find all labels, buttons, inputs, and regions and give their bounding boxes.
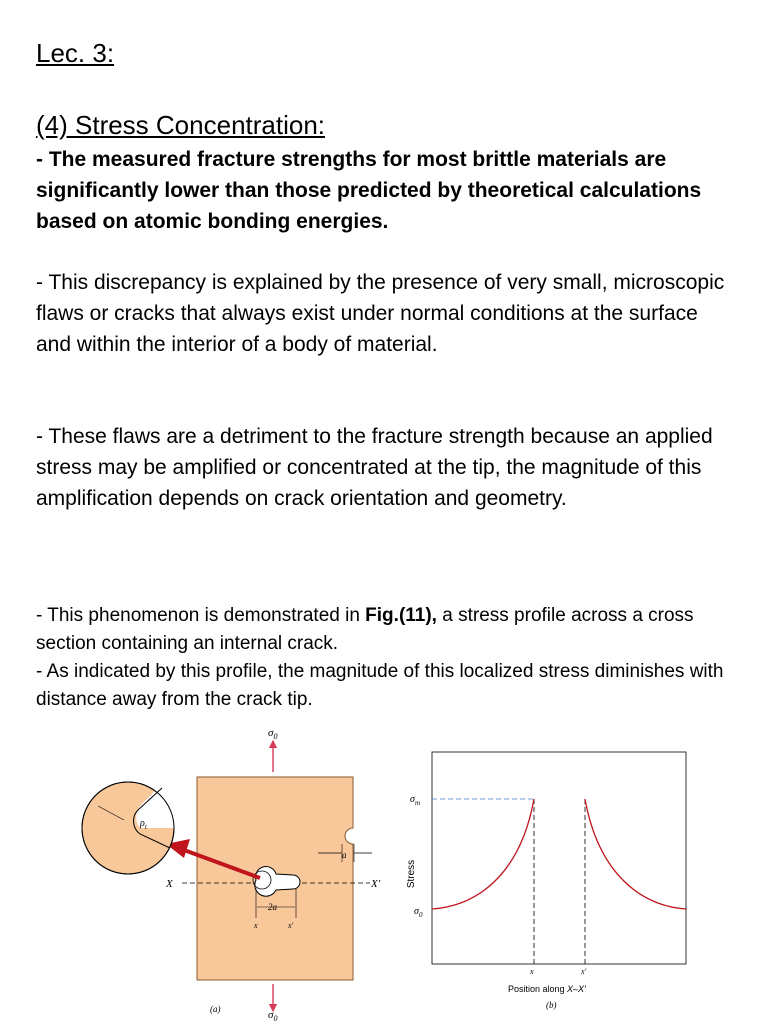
plot-frame <box>432 752 686 964</box>
x-small-prime-label: x′ <box>288 921 294 930</box>
x-axis-label: Position along X–X′ <box>508 984 586 994</box>
tick-x-label: x <box>530 967 534 976</box>
figure-a-caption: (a) <box>210 1004 221 1014</box>
x-right-label: X′ <box>371 878 381 890</box>
paragraph-fracture-strength: - The measured fracture strengths for most brittle materials are significantly lower than those predicted by theoretical calculations based on atomic bonding energies. <box>36 148 702 233</box>
rho-t-label: $\rho_t$ <box>140 818 147 831</box>
phenomenon-intro: - This phenomenon is demonstrated in <box>36 605 366 626</box>
edge-crack-a-label: a <box>342 850 347 860</box>
sigma-0-label: $\sigma_0$ <box>414 906 423 919</box>
lecture-title: Lec. 3: <box>36 38 115 68</box>
phenomenon-rest: a stress profile across a cross section containing an internal crack. <box>36 605 694 654</box>
paragraph-flaws: - These flaws are a detriment to the fracture strength because an applied stress may be amplified or concentrated at the tip, the magnitude of this amplification depends on crack orientation and geometry. <box>36 425 713 510</box>
crack-2a-label: 2a <box>268 902 277 912</box>
tick-x-prime-label: x′ <box>581 967 587 976</box>
sigma-top-label: $\sigma_0$ <box>268 727 278 741</box>
x-left-label: X <box>166 878 173 890</box>
paragraph-discrepancy: - This discrepancy is explained by the presence of very small, microscopic flaws or cracks that always exist under normal conditions at the surface and within the interior of a body of material. <box>36 271 725 356</box>
figure-reference: Fig.(11), <box>365 605 437 626</box>
paragraph-phenomenon <box>36 602 756 714</box>
x-small-label: x <box>254 921 258 930</box>
sigma-bottom-label: $\sigma_0$ <box>268 1009 278 1022</box>
figure-b-stress-profile <box>396 746 696 1018</box>
figure-b-caption: (b) <box>546 1000 557 1010</box>
paragraph-profile: - As indicated by this profile, the magnitude of this localized stress diminishes with distance away from the crack tip. <box>36 661 724 710</box>
section-title: (4) Stress Concentration: <box>36 110 326 140</box>
y-axis-label: Stress <box>406 859 417 889</box>
sigma-m-label: $\sigma_m$ <box>410 794 420 807</box>
figure-a-crack-diagram <box>60 722 400 1022</box>
